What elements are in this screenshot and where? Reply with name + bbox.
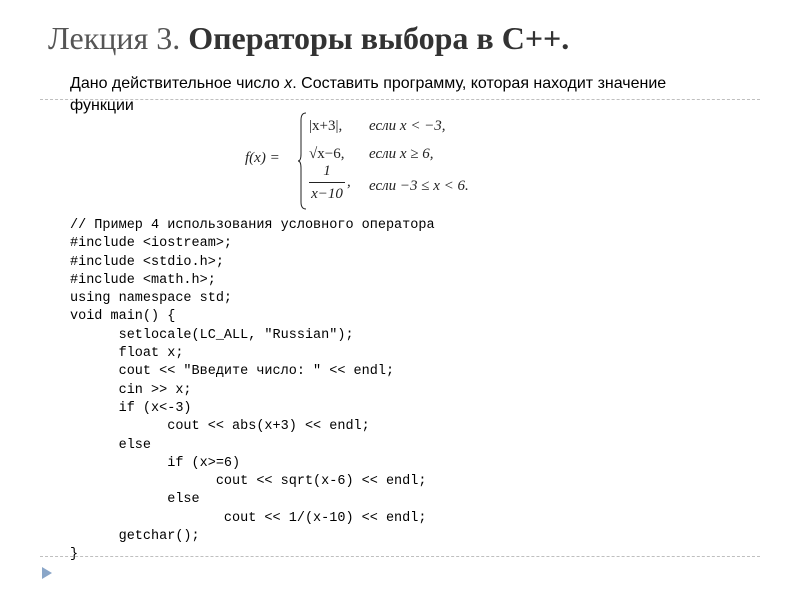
code-line: setlocale(LC_ALL, "Russian");: [70, 327, 354, 343]
formula-row2-cond: если x ≥ 6,: [369, 146, 434, 162]
task-statement: [70, 73, 710, 117]
code-line: if (x>=6): [70, 455, 241, 471]
formula-row3-fraction: [309, 162, 345, 203]
code-line: void main() {: [70, 309, 176, 325]
formula-row3-cond: если −3 ≤ x < 6.: [369, 178, 469, 194]
task-variable: x: [284, 75, 293, 92]
code-line: cin >> x;: [70, 382, 192, 398]
slide-title-main: Операторы выбора в С++.: [188, 20, 570, 56]
formula-row3-comma: ,: [347, 174, 351, 190]
code-line: }: [70, 547, 79, 563]
code-line: // Пример 4 использования условного оператора: [70, 218, 435, 233]
code-line: else: [70, 437, 152, 453]
formula-row3-numerator: 1: [323, 163, 331, 179]
code-block: [70, 217, 710, 565]
code-line: else: [70, 492, 200, 508]
piecewise-formula: [245, 112, 505, 212]
code-line: float x;: [70, 346, 184, 362]
code-line: cout << abs(x+3) << endl;: [70, 419, 370, 435]
code-line: if (x<-3): [70, 400, 192, 416]
task-text-part2: . Составить программу, которая находит значение функции: [70, 75, 667, 114]
slide-bullet-triangle-icon: [40, 566, 54, 580]
formula-fx: f(x) =: [245, 150, 280, 166]
code-line: getchar();: [70, 529, 200, 545]
formula-brace: [297, 112, 307, 210]
code-line: using namespace std;: [70, 291, 233, 307]
formula-row2-expr: √x−6,: [309, 146, 345, 162]
fraction-bar: [309, 182, 345, 183]
bottom-divider: [40, 556, 760, 557]
code-line: cout << "Введите число: " << endl;: [70, 364, 395, 380]
formula-row1-cond: если x < −3,: [369, 118, 446, 134]
code-line: #include <iostream>;: [70, 236, 233, 252]
formula-row3-denominator: x−10: [311, 186, 343, 202]
formula-row1-expr: |x+3|,: [309, 118, 343, 134]
code-line: #include <math.h>;: [70, 272, 216, 288]
slide-title: [48, 20, 569, 57]
code-line: cout << 1/(x-10) << endl;: [70, 510, 427, 526]
code-line: cout << sqrt(x-6) << endl;: [70, 474, 427, 490]
code-line: #include <stdio.h>;: [70, 254, 224, 270]
slide-title-prefix: Лекция 3.: [48, 20, 189, 56]
task-text-part1: Дано действительное число: [70, 75, 285, 92]
